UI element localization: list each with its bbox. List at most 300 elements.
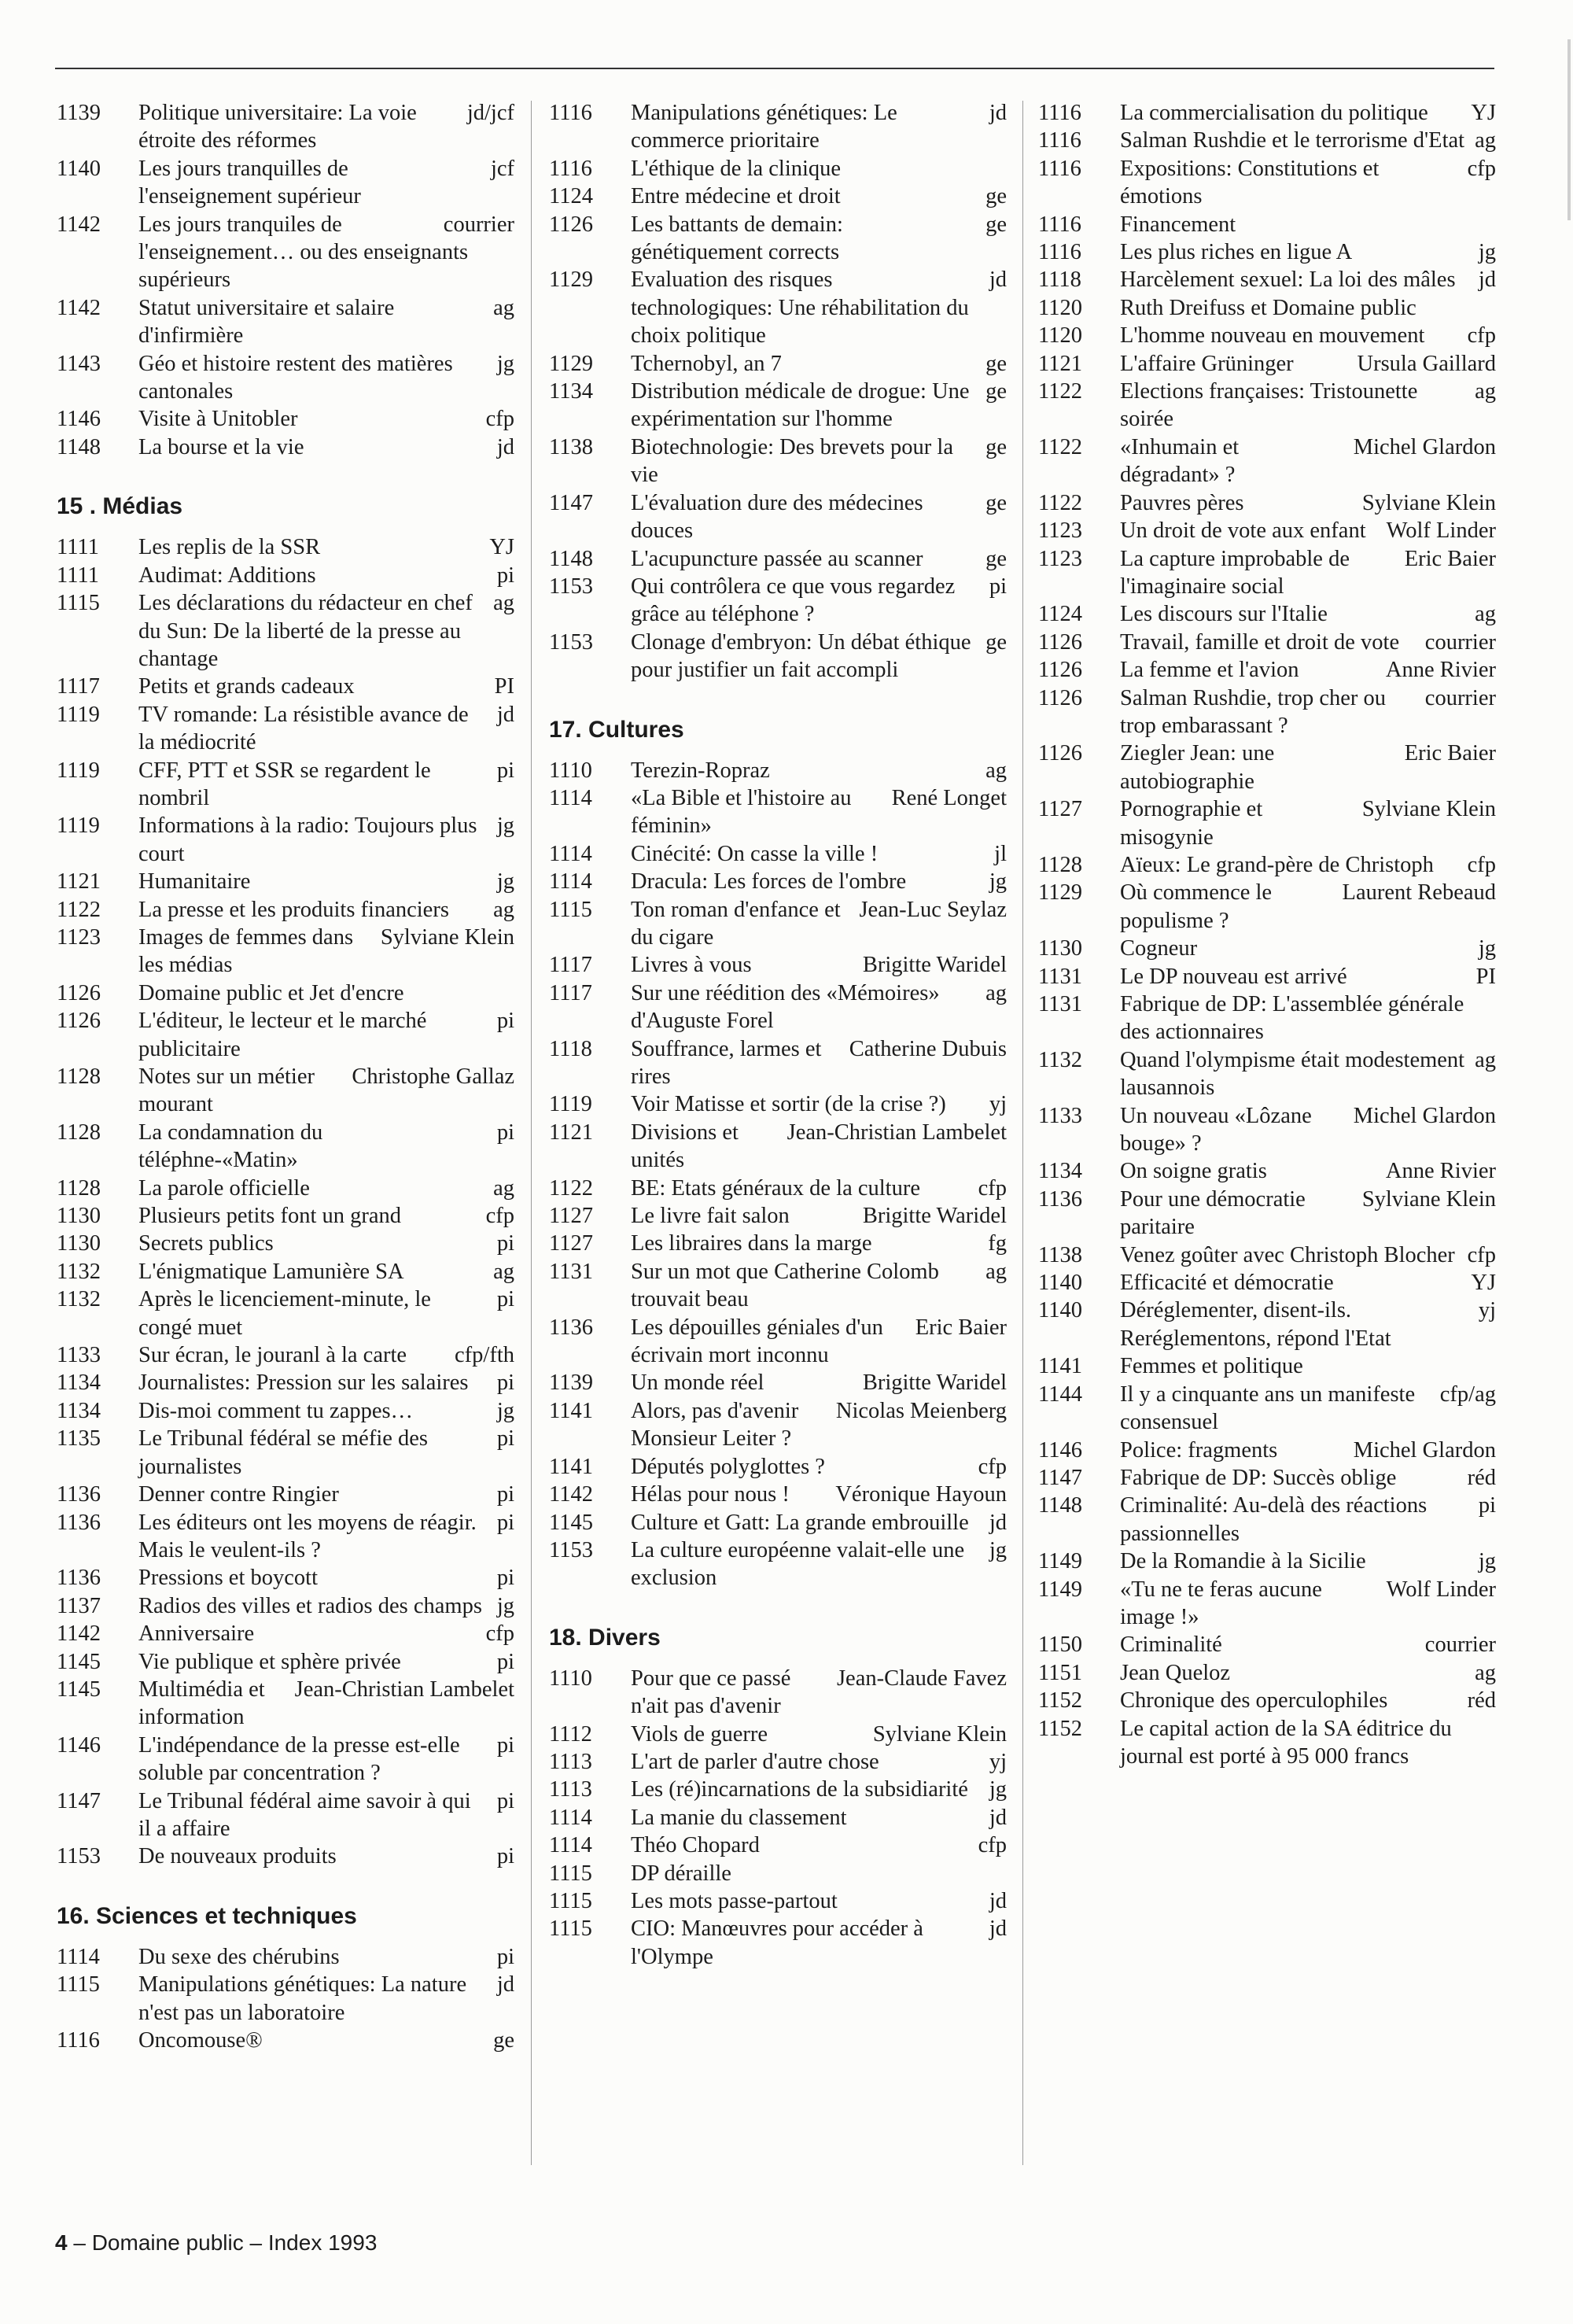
index-entry [1038, 1715, 1496, 1771]
entry-body [138, 701, 514, 757]
entry-body [631, 1258, 1007, 1314]
entry-author: fg [988, 1231, 1007, 1256]
issue-number: 1122 [1038, 434, 1082, 459]
issue-number: 1128 [57, 1064, 101, 1089]
issue-number: 1121 [57, 869, 101, 895]
entry-body [138, 1943, 514, 1971]
entry-body [631, 433, 1007, 489]
entry-author: yj [989, 1749, 1007, 1774]
index-entry [57, 211, 514, 294]
entry-body [138, 533, 514, 561]
entry-body [631, 1202, 1007, 1230]
entry-body [138, 350, 514, 406]
index-entry [1038, 433, 1496, 489]
entry-body [1120, 1241, 1496, 1269]
index-entry [1038, 1046, 1496, 1102]
entry-title: L'énigmatique Lamunière SA [138, 1259, 404, 1284]
entry-title: Alors, pas d'avenir Monsieur Leiter ? [631, 1398, 799, 1452]
index-entry [1038, 1547, 1496, 1575]
issue-number: 1132 [57, 1259, 101, 1284]
issue-number: 1119 [57, 702, 100, 727]
issue-number: 1111 [57, 535, 99, 560]
entry-title: Journalistes: Pression sur les salaires [138, 1370, 469, 1396]
index-entry [57, 155, 514, 211]
index-entry [1038, 795, 1496, 851]
entry-body [631, 378, 1007, 433]
entry-title: Venez goûter avec Christoph Blocher [1120, 1242, 1455, 1267]
issue-number: 1121 [1038, 351, 1082, 376]
entry-title: Le DP nouveau est arrivé [1120, 964, 1347, 989]
entry-body [1120, 1297, 1496, 1352]
issue-number: 1150 [1038, 1632, 1082, 1658]
section-heading: 18. Divers [549, 1624, 661, 1651]
entry-title: «Inhumain et dégradant» ? [1120, 434, 1240, 488]
issue-number: 1118 [549, 1036, 592, 1061]
entry-author: cfp [1467, 156, 1496, 181]
entry-author: pi [496, 1510, 514, 1535]
section-heading: 16. Sciences et techniques [57, 1902, 357, 1929]
entry-body [138, 1620, 514, 1647]
index-entry [57, 1230, 514, 1257]
index-entry [1038, 266, 1496, 293]
entry-title: Femmes et politique [1120, 1354, 1303, 1379]
entry-title: Sur écran, le jouranl à la carte [138, 1343, 407, 1368]
entry-body [1120, 1464, 1496, 1492]
index-entry [549, 1665, 1007, 1721]
entry-author: PI [494, 674, 514, 699]
issue-number: 1142 [549, 1482, 593, 1507]
section-heading: 15 . Médias [57, 493, 183, 520]
entry-title: Radios des villes et radios des champs [138, 1593, 482, 1618]
issue-number: 1116 [1038, 101, 1081, 125]
issue-number: 1133 [57, 1343, 101, 1368]
entry-title: Manipulations génétiques: La nature n'est pas un laboratoire [138, 1972, 467, 2025]
entry-title: De nouveaux produits [138, 1844, 337, 1869]
issue-number: 1152 [1038, 1688, 1082, 1713]
entry-body [631, 1665, 1007, 1721]
entry-title: Pornographie et misogynie [1120, 797, 1263, 850]
entry-author: Wolf Linder [1386, 518, 1496, 544]
entry-title: Pressions et boycott [138, 1566, 318, 1591]
entry-body [1120, 155, 1496, 211]
entry-body [631, 1090, 1007, 1118]
entry-title: L'acupuncture passée au scanner [631, 546, 923, 571]
entry-title: Statut universitaire et salaire d'infirmière [138, 295, 395, 349]
entry-body [1120, 489, 1496, 517]
entry-title: DP déraille [631, 1861, 731, 1886]
entry-title: Ton roman d'enfance et du cigare [631, 897, 841, 950]
entry-author: jd [496, 1972, 514, 1998]
entry-author: jg [496, 813, 514, 839]
entry-title: Les replis de la SSR [138, 535, 321, 560]
entry-title: Le livre fait salon [631, 1204, 790, 1229]
entry-author: pi [496, 1231, 514, 1256]
index-entry [57, 1258, 514, 1286]
issue-number: 1115 [57, 591, 100, 616]
entry-title: Police: fragments [1120, 1437, 1278, 1463]
entry-author: ge [985, 184, 1007, 209]
entry-title: Il y a cinquante ans un manifeste consensuel [1120, 1381, 1416, 1435]
index-entry [1038, 155, 1496, 211]
entry-body [1120, 517, 1496, 544]
issue-number: 1137 [57, 1593, 101, 1618]
entry-body [138, 1341, 514, 1369]
entry-title: Hélas pour nous ! [631, 1482, 790, 1507]
index-entry [1038, 1492, 1496, 1547]
index-entry [57, 1843, 514, 1870]
entry-title: Anniversaire [138, 1621, 255, 1647]
entry-author: pi [496, 758, 514, 783]
entry-author: pi [496, 1287, 514, 1312]
index-entry [549, 757, 1007, 784]
entry-author: Michel Glardon [1353, 1437, 1496, 1463]
entry-title: Images de femmes dans les médias [138, 924, 354, 978]
entry-author: Sylviane Klein [380, 924, 514, 950]
entry-body [1120, 350, 1496, 378]
entry-title: La commercialisation du politique [1120, 101, 1428, 125]
entry-body [631, 979, 1007, 1035]
entry-title: Elections françaises: Tristounette soirée [1120, 379, 1418, 432]
issue-number: 1128 [57, 1120, 101, 1145]
entry-body [631, 868, 1007, 895]
index-entry [57, 673, 514, 700]
index-entry [1038, 545, 1496, 601]
index-entry [57, 1509, 514, 1565]
entry-body [1120, 851, 1496, 879]
index-entry [1038, 1381, 1496, 1437]
index-entry [57, 1564, 514, 1592]
index-entry [57, 1341, 514, 1369]
index-entry [549, 1258, 1007, 1314]
entry-author: jg [496, 869, 514, 895]
entry-body [631, 1481, 1007, 1508]
entry-title: Sur un mot que Catherine Colomb trouvait beau [631, 1259, 939, 1312]
entry-body [631, 1119, 1007, 1175]
index-entry [1038, 1102, 1496, 1158]
entry-author: Jean-Christian Lambelet [294, 1677, 514, 1702]
issue-number: 1117 [57, 674, 100, 699]
entry-title: Tchernobyl, an 7 [631, 351, 782, 376]
entry-body [1120, 99, 1496, 127]
index-entry [1038, 990, 1496, 1046]
entry-body [138, 868, 514, 895]
index-entry [57, 1732, 514, 1787]
entry-body [1120, 629, 1496, 656]
index-entry [1038, 879, 1496, 935]
entry-title: Viols de guerre [631, 1721, 768, 1747]
issue-number: 1116 [549, 101, 592, 125]
index-entry [549, 350, 1007, 378]
entry-author: jd [496, 702, 514, 727]
entry-body [631, 951, 1007, 979]
entry-author: cfp [1467, 852, 1496, 877]
issue-number: 1134 [57, 1370, 101, 1396]
entry-body [631, 1748, 1007, 1776]
entry-author: cfp [1467, 323, 1496, 349]
index-entry [57, 1397, 514, 1425]
entry-title: Distribution médicale de drogue: Une expérimentation sur l'homme [631, 379, 970, 432]
entry-title: Les dépouilles géniales d'un écrivain mort inconnu [631, 1315, 883, 1368]
entry-author: Catherine Dubuis [849, 1036, 1007, 1061]
entry-body [1120, 1046, 1496, 1102]
entry-title: On soigne gratis [1120, 1159, 1267, 1184]
issue-number: 1131 [1038, 992, 1082, 1016]
issue-number: 1117 [549, 953, 592, 978]
index-entry [57, 1676, 514, 1732]
entry-title: L'éthique de la clinique [631, 156, 842, 181]
entry-title: Oncomouse® [138, 2028, 263, 2053]
entry-title: Le Tribunal fédéral se méfie des journalistes [138, 1426, 429, 1479]
entry-title: Vie publique et sphère privée [138, 1649, 401, 1674]
index-entry [549, 1035, 1007, 1091]
index-entry [57, 1620, 514, 1647]
index-entry [549, 1509, 1007, 1536]
issue-number: 1114 [549, 1833, 592, 1858]
entry-body [138, 1787, 514, 1843]
issue-number: 1146 [1038, 1437, 1082, 1463]
issue-number: 1116 [549, 156, 592, 181]
index-entry [57, 1063, 514, 1119]
issue-number: 1136 [57, 1510, 101, 1535]
issue-number: 1129 [549, 351, 593, 376]
entry-title: L'indépendance de la presse est-elle soluble par concentration ? [138, 1732, 460, 1786]
entry-body [631, 1509, 1007, 1536]
index-entry [1038, 517, 1496, 544]
entry-body [1120, 684, 1496, 740]
index-entry [57, 405, 514, 433]
entry-body [138, 1175, 514, 1202]
issue-number: 1119 [57, 758, 100, 783]
issue-number: 1124 [1038, 602, 1082, 627]
index-entry [549, 211, 1007, 267]
entry-title: Notes sur un métier mourant [138, 1064, 315, 1117]
entry-title: Cinécité: On casse la ville ! [631, 841, 879, 866]
entry-title: De la Romandie à la Sicilie [1120, 1549, 1366, 1574]
index-entry [57, 757, 514, 813]
entry-body [631, 155, 1007, 183]
entry-author: cfp [485, 1204, 514, 1229]
entry-body [138, 812, 514, 868]
entry-title: Les battants de demain: génétiquement corrects [631, 212, 843, 265]
index-entry [1038, 1186, 1496, 1241]
entry-body [1120, 740, 1496, 795]
entry-author: jg [1478, 936, 1496, 961]
index-entry [549, 1202, 1007, 1230]
issue-number: 1136 [549, 1315, 593, 1340]
entry-author: Sylviane Klein [872, 1721, 1007, 1747]
issue-number: 1149 [1038, 1549, 1082, 1574]
entry-author: YJ [1471, 1271, 1496, 1296]
entry-body [1120, 127, 1496, 154]
entry-title: Entre médecine et droit [631, 184, 841, 209]
index-entry [549, 1804, 1007, 1832]
entry-body [138, 1648, 514, 1676]
entry-author: pi [496, 1370, 514, 1396]
entry-author: Brigitte Waridel [862, 1370, 1007, 1396]
entry-author: Brigitte Waridel [862, 1204, 1007, 1229]
entry-title: «Tu ne te feras aucune image !» [1120, 1577, 1322, 1629]
issue-number: 1136 [57, 1566, 101, 1591]
issue-number: 1128 [1038, 852, 1082, 877]
entry-author: jd [989, 1805, 1007, 1830]
issue-number: 1127 [1038, 797, 1082, 822]
entry-body [631, 99, 1007, 155]
issue-number: 1114 [549, 841, 592, 866]
entry-author: Eric Baier [915, 1315, 1007, 1340]
entry-title: Travail, famille et droit de vote [1120, 629, 1400, 655]
index-entry [1038, 1157, 1496, 1185]
entry-body [1120, 600, 1496, 628]
issue-number: 1136 [1038, 1186, 1082, 1212]
entry-body [631, 350, 1007, 378]
index-entry [57, 924, 514, 979]
index-entry [57, 294, 514, 350]
entry-author: jg [989, 869, 1007, 895]
index-column-2 [549, 99, 1007, 1971]
index-entry [1038, 294, 1496, 322]
index-column-1 [57, 99, 514, 2054]
issue-number: 1135 [57, 1426, 101, 1452]
entry-title: Clonage d'embryon: Un débat éthique pour justifier un fait accompli [631, 629, 971, 683]
entry-title: Expositions: Constitutions et émotions [1120, 156, 1380, 209]
issue-number: 1128 [57, 1175, 101, 1201]
entry-author: jg [496, 351, 514, 376]
index-entry [57, 350, 514, 406]
entry-title: Efficacité et démocratie [1120, 1271, 1334, 1296]
entry-body [138, 1843, 514, 1870]
entry-author: pi [496, 1009, 514, 1034]
entry-title: Biotechnologie: Des brevets pour la vie [631, 434, 953, 488]
index-entry [1038, 127, 1496, 154]
entry-author: ag [1475, 1660, 1496, 1685]
entry-author: Eric Baier [1404, 741, 1496, 766]
issue-number: 1141 [549, 1398, 593, 1423]
entry-author: jg [1478, 240, 1496, 265]
issue-number: 1148 [57, 434, 101, 459]
entry-body [631, 1887, 1007, 1915]
entry-title: Déréglementer, disent-ils. Reréglementons, répond l'Etat [1120, 1298, 1391, 1351]
entry-author: ag [1475, 602, 1496, 627]
top-rule [55, 68, 1494, 69]
issue-number: 1126 [1038, 629, 1082, 655]
entry-author: pi [496, 1482, 514, 1507]
entry-author: cfp/ag [1439, 1381, 1496, 1407]
issue-number: 1153 [549, 1537, 593, 1562]
index-entry [1038, 851, 1496, 879]
index-entry [1038, 1687, 1496, 1714]
entry-author: YJ [489, 535, 514, 560]
issue-number: 1142 [57, 295, 101, 320]
entry-author: ge [985, 629, 1007, 655]
entry-title: Géo et histoire restent des matières cantonales [138, 351, 453, 404]
entry-title: Les jours tranquiles de l'enseignement… ou des enseignants supérieurs [138, 212, 469, 293]
index-entry [1038, 238, 1496, 266]
entry-body [1120, 1576, 1496, 1632]
issue-number: 1147 [549, 490, 593, 515]
entry-body [631, 266, 1007, 349]
issue-number: 1123 [1038, 518, 1082, 544]
index-entry [549, 183, 1007, 210]
entry-author: Sylviane Klein [1361, 797, 1496, 822]
issue-number: 1153 [549, 629, 593, 655]
entry-body [138, 1369, 514, 1396]
entry-body [631, 1721, 1007, 1748]
entry-body [1120, 1186, 1496, 1241]
issue-number: 1145 [57, 1677, 101, 1702]
entry-body [631, 489, 1007, 545]
issue-number: 1115 [549, 897, 592, 922]
issue-number: 1114 [549, 1805, 592, 1830]
entry-title: L'éditeur, le lecteur et le marché publicitaire [138, 1009, 427, 1061]
entry-author: ge [493, 2028, 514, 2053]
entry-author: cfp [978, 1833, 1007, 1858]
issue-number: 1149 [1038, 1577, 1082, 1602]
index-entry [57, 812, 514, 868]
entry-author: cfp [978, 1454, 1007, 1479]
issue-number: 1143 [57, 351, 101, 376]
entry-title: Informations à la radio: Toujours plus court [138, 813, 477, 866]
index-entry [1038, 684, 1496, 740]
entry-title: Aïeux: Le grand-père de Christoph [1120, 852, 1434, 877]
index-entry [549, 266, 1007, 349]
entry-title: Les libraires dans la marge [631, 1231, 872, 1256]
index-entry [1038, 211, 1496, 238]
index-entry [57, 1175, 514, 1202]
entry-title: Sur une réédition des «Mémoires» d'Auguste Forel [631, 980, 940, 1034]
issue-number: 1129 [549, 267, 593, 293]
issue-number: 1138 [549, 434, 593, 459]
entry-body [631, 757, 1007, 784]
entry-body [138, 294, 514, 350]
entry-author: jd [989, 267, 1007, 293]
entry-title: La culture européenne valait-elle une exclusion [631, 1537, 965, 1591]
issue-number: 1145 [57, 1649, 101, 1674]
entry-title: La manie du classement [631, 1805, 847, 1830]
issue-number: 1115 [549, 1916, 592, 1942]
entry-author: jd [989, 101, 1007, 125]
issue-number: 1130 [1038, 936, 1082, 961]
issue-number: 1139 [57, 101, 101, 125]
entry-author: Jean-Claude Favez [836, 1666, 1007, 1691]
entry-author: YJ [1471, 101, 1496, 125]
index-entry [1038, 1241, 1496, 1269]
entry-author: ge [985, 379, 1007, 404]
entry-body [138, 1230, 514, 1257]
entry-author: réd [1467, 1465, 1496, 1490]
entry-title: Un monde réel [631, 1370, 764, 1396]
entry-author: jd/jcf [466, 101, 514, 125]
entry-title: Théo Chopard [631, 1833, 760, 1858]
issue-number: 1130 [57, 1231, 101, 1256]
entry-title: Les jours tranquilles de l'enseignement supérieur [138, 156, 361, 209]
entry-title: Les déclarations du rédacteur en chef du Sun: De la liberté de la presse au chantage [138, 591, 473, 671]
entry-author: ag [985, 1259, 1007, 1284]
index-entry [549, 1748, 1007, 1776]
index-entry [549, 155, 1007, 183]
column-divider [1022, 101, 1023, 2165]
index-entry [57, 868, 514, 895]
entry-title: Pour une démocratie paritaire [1120, 1186, 1306, 1240]
issue-number: 1121 [549, 1120, 593, 1145]
entry-body [138, 1481, 514, 1508]
entry-title: Plusieurs petits font un grand [138, 1204, 402, 1229]
entry-body [138, 433, 514, 461]
index-entry [549, 573, 1007, 629]
issue-number: 1126 [1038, 741, 1082, 766]
entry-author: ag [985, 758, 1007, 783]
entry-author: ge [985, 546, 1007, 571]
index-entry [549, 1369, 1007, 1396]
